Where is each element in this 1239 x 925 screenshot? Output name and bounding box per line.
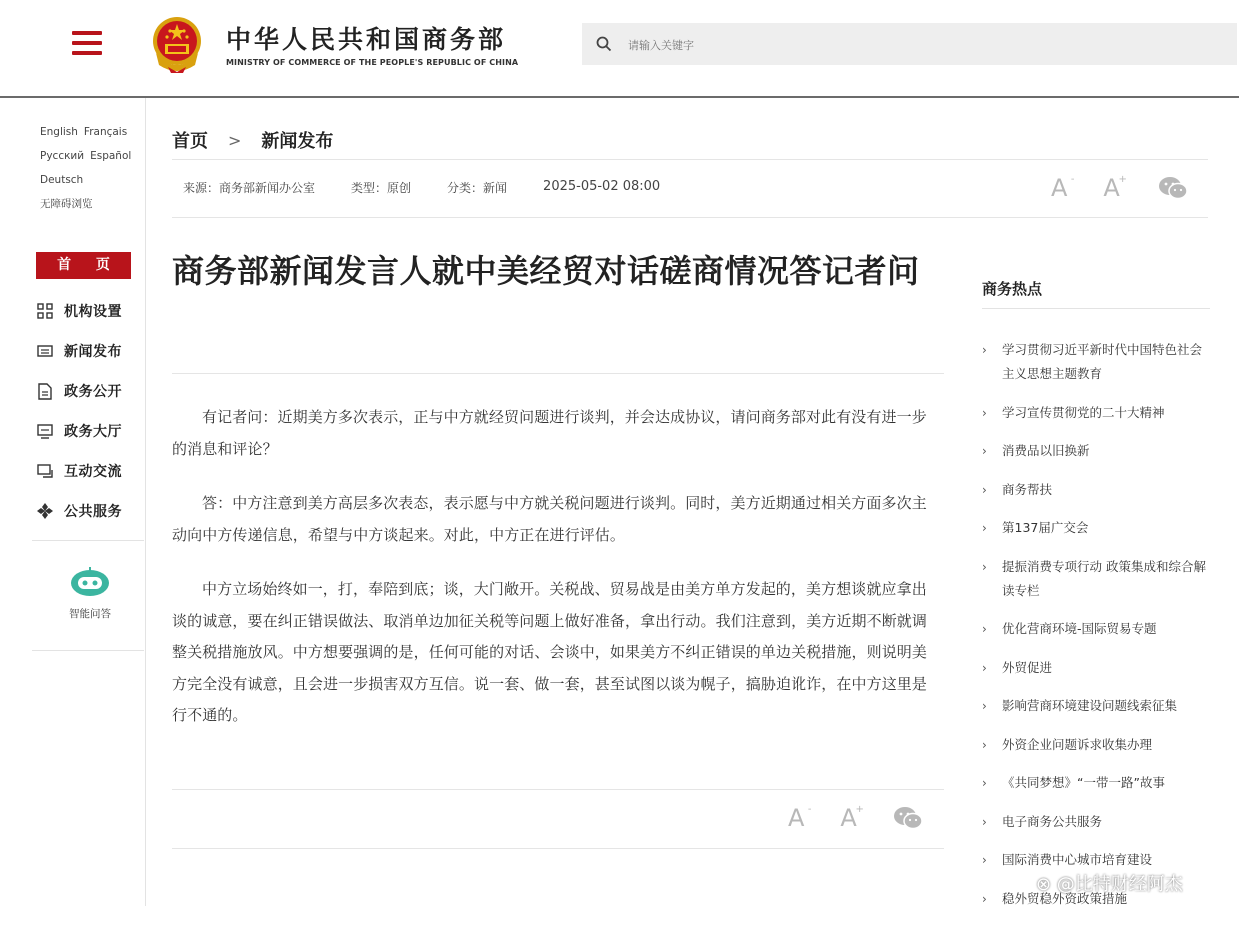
- divider: [172, 217, 1208, 218]
- national-emblem-logo[interactable]: [150, 15, 204, 75]
- nav-label: 机构设置: [64, 304, 122, 320]
- hot-topic-link[interactable]: [982, 848, 1210, 872]
- meta-date: 2025-05-02 08:00: [543, 179, 661, 194]
- hot-topic-label: 提振消费专项行动 政策集成和综合解读专栏: [1002, 558, 1206, 598]
- service-icon: [36, 502, 54, 520]
- site-title-cn[interactable]: 中华人民共和国商务部: [226, 25, 507, 54]
- wechat-share-icon[interactable]: [1158, 176, 1188, 200]
- hot-topic-link[interactable]: [982, 478, 1210, 502]
- chevron-right-icon: ›: [982, 737, 987, 752]
- hot-topic-link[interactable]: [982, 617, 1210, 641]
- font-decrease-label: A: [788, 804, 805, 832]
- wechat-share-icon[interactable]: [893, 806, 923, 830]
- breadcrumb-current[interactable]: 新闻发布: [261, 131, 334, 152]
- hot-topic-label: 优化营商环境-国际贸易专题: [1002, 621, 1157, 636]
- search-bar[interactable]: [582, 23, 1237, 65]
- hot-topic-link[interactable]: [982, 338, 1210, 386]
- grid-icon: [36, 302, 54, 320]
- divider: [172, 159, 1208, 160]
- hot-topic-label: 学习宣传贯彻党的二十大精神: [1002, 404, 1165, 420]
- divider: [32, 650, 144, 651]
- nav-label: 政务公开: [64, 384, 122, 400]
- chevron-right-icon: ›: [982, 814, 987, 829]
- hot-topic-label: 稳外贸稳外资政策措施: [1002, 890, 1128, 906]
- hot-topic-label: 《共同梦想》“一带一路”故事: [1002, 775, 1165, 790]
- chevron-right-icon: >: [228, 130, 242, 150]
- hot-topics-title: 商务热点: [982, 280, 1043, 298]
- hot-topic-link[interactable]: [982, 771, 1210, 795]
- divider: [172, 848, 944, 849]
- nav-label: 新闻发布: [64, 344, 122, 360]
- site-header: [0, 0, 1239, 98]
- nav-label: 互动交流: [64, 464, 122, 480]
- hot-topic-link[interactable]: [982, 733, 1210, 757]
- main-nav: [36, 291, 122, 531]
- hot-topic-link[interactable]: [982, 401, 1210, 425]
- font-increase-button[interactable]: [1103, 174, 1127, 202]
- hot-topic-label: 第137届广交会: [1002, 520, 1089, 535]
- search-icon[interactable]: [596, 36, 612, 52]
- font-decrease-sup: -: [807, 804, 812, 815]
- left-sidebar: [0, 98, 146, 906]
- document-icon: [36, 382, 54, 400]
- chevron-right-icon: ›: [982, 444, 987, 458]
- hot-topic-link[interactable]: [982, 656, 1210, 680]
- chevron-right-icon: ›: [982, 622, 987, 636]
- article-tools-top: [1051, 176, 1188, 200]
- hot-topic-link[interactable]: [982, 555, 1210, 603]
- nav-item-news[interactable]: [36, 331, 122, 371]
- meta-source: 来源：商务部新闻办公室: [183, 181, 316, 195]
- watermark: ⊗ @比特财经阿杰: [1036, 874, 1183, 895]
- hot-topic-label: 外资企业问题诉求收集办理: [1002, 736, 1153, 752]
- chevron-right-icon: ›: [982, 853, 987, 867]
- font-increase-label: A: [840, 804, 857, 832]
- lang-german[interactable]: Deutsch: [40, 174, 84, 186]
- breadcrumb-home[interactable]: 首页: [172, 131, 208, 152]
- article-paragraph: 答：中方注意到美方高层多次表态，表示愿与中方就关税问题进行谈判。同时，美方近期通过相关方面多次主动向中方传递信息，希望与中方谈起来。对此，中方正在进行评估。: [172, 494, 927, 544]
- hot-topic-label: 影响营商环境建设问题线索征集: [1002, 698, 1178, 713]
- hot-topic-label: 外贸促进: [1002, 659, 1053, 675]
- menu-icon[interactable]: [72, 31, 102, 55]
- nav-item-public-affairs[interactable]: [36, 371, 122, 411]
- font-increase-label: A: [1103, 174, 1120, 202]
- hot-topic-link[interactable]: [982, 810, 1210, 834]
- nav-item-organization[interactable]: [36, 291, 122, 331]
- article-tools-bottom: [788, 806, 923, 830]
- chevron-right-icon: ›: [982, 559, 987, 574]
- divider: [982, 308, 1210, 309]
- font-decrease-button[interactable]: [1051, 174, 1075, 202]
- font-increase-sup: +: [855, 804, 864, 815]
- chevron-right-icon: ›: [982, 343, 987, 357]
- hot-topic-label: 学习贯彻习近平新时代中国特色社会主义思想主题教育: [1002, 342, 1203, 381]
- nav-item-interaction[interactable]: [36, 451, 122, 491]
- chevron-right-icon: ›: [982, 699, 987, 713]
- article-meta: [183, 179, 696, 196]
- search-input[interactable]: [626, 23, 1190, 67]
- lang-english[interactable]: English: [40, 126, 78, 138]
- site-title-en: MINISTRY OF COMMERCE OF THE PEOPLE'S REPUBLIC OF CHINA: [226, 58, 519, 67]
- font-decrease-sup: -: [1070, 174, 1075, 185]
- article-paragraph: 有记者问：近期美方多次表示，正与中方就经贸问题进行谈判，并会达成协议，请问商务部对此有没有进一步的消息和评论？: [172, 408, 927, 458]
- chevron-right-icon: ›: [982, 521, 987, 535]
- article-title: 商务部新闻发言人就中美经贸对话磋商情况答记者问: [172, 252, 920, 290]
- hot-topic-link[interactable]: [982, 516, 1210, 540]
- article-body: [172, 402, 936, 755]
- accessibility-link[interactable]: 无障碍浏览: [40, 198, 93, 210]
- chevron-right-icon: ›: [982, 482, 987, 497]
- chat-icon: [36, 462, 54, 480]
- divider: [172, 789, 944, 790]
- font-decrease-label: A: [1051, 174, 1068, 202]
- nav-item-public-service[interactable]: [36, 491, 122, 531]
- hot-topic-link[interactable]: [982, 439, 1210, 463]
- home-button[interactable]: 首 页: [36, 252, 131, 279]
- lang-french[interactable]: Français: [83, 126, 128, 138]
- hot-topic-label: 商务帮扶: [1002, 481, 1053, 497]
- hot-topics-list: [982, 338, 1210, 925]
- divider: [172, 373, 944, 374]
- lang-russian[interactable]: Русский: [40, 150, 85, 162]
- chevron-right-icon: ›: [982, 776, 987, 790]
- smart-qa-button[interactable]: [60, 566, 120, 621]
- chevron-right-icon: ›: [982, 891, 987, 906]
- meta-category: 分类：新闻: [447, 181, 508, 195]
- font-increase-button[interactable]: [840, 804, 864, 832]
- hot-topic-label: 消费品以旧换新: [1002, 443, 1090, 458]
- lang-spanish[interactable]: Español: [90, 150, 132, 162]
- meta-type: 类型：原创: [351, 181, 412, 195]
- nav-label: 政务大厅: [64, 424, 122, 440]
- hot-topic-label: 电子商务公共服务: [1002, 813, 1103, 829]
- chevron-right-icon: ›: [982, 405, 987, 420]
- article-paragraph: 中方立场始终如一，打，奉陪到底；谈，大门敞开。关税战、贸易战是由美方单方发起的，美方想谈就应拿出谈的诚意，要在纠正错误做法、取消单边加征关税等问题上做好准备，拿出行动。我们注意到，美方近期不断就调整关税措施放风。中方想要强调的是，任何可能的对话、会谈中，如果美方不纠正错误的单边关税措施，则说明美方完全没有诚意，且会进一步损害双方互信。说一套、做一套，甚至试图以谈为幌子，搞胁迫讹诈，在中方这里是行不通的。: [172, 580, 928, 724]
- breadcrumb: [172, 127, 333, 153]
- hot-topic-link[interactable]: [982, 694, 1210, 718]
- chevron-right-icon: ›: [982, 660, 987, 675]
- divider: [32, 540, 144, 541]
- nav-item-service-hall[interactable]: [36, 411, 122, 451]
- font-increase-sup: +: [1118, 174, 1127, 185]
- smart-qa-label: 智能问答: [69, 608, 111, 620]
- nav-label: 公共服务: [64, 504, 122, 520]
- language-links: [40, 120, 137, 216]
- font-decrease-button[interactable]: [788, 804, 812, 832]
- robot-icon: [69, 566, 111, 598]
- hot-topic-label: 国际消费中心城市培育建设: [1002, 852, 1153, 867]
- newspaper-icon: [36, 342, 54, 360]
- monitor-icon: [36, 422, 54, 440]
